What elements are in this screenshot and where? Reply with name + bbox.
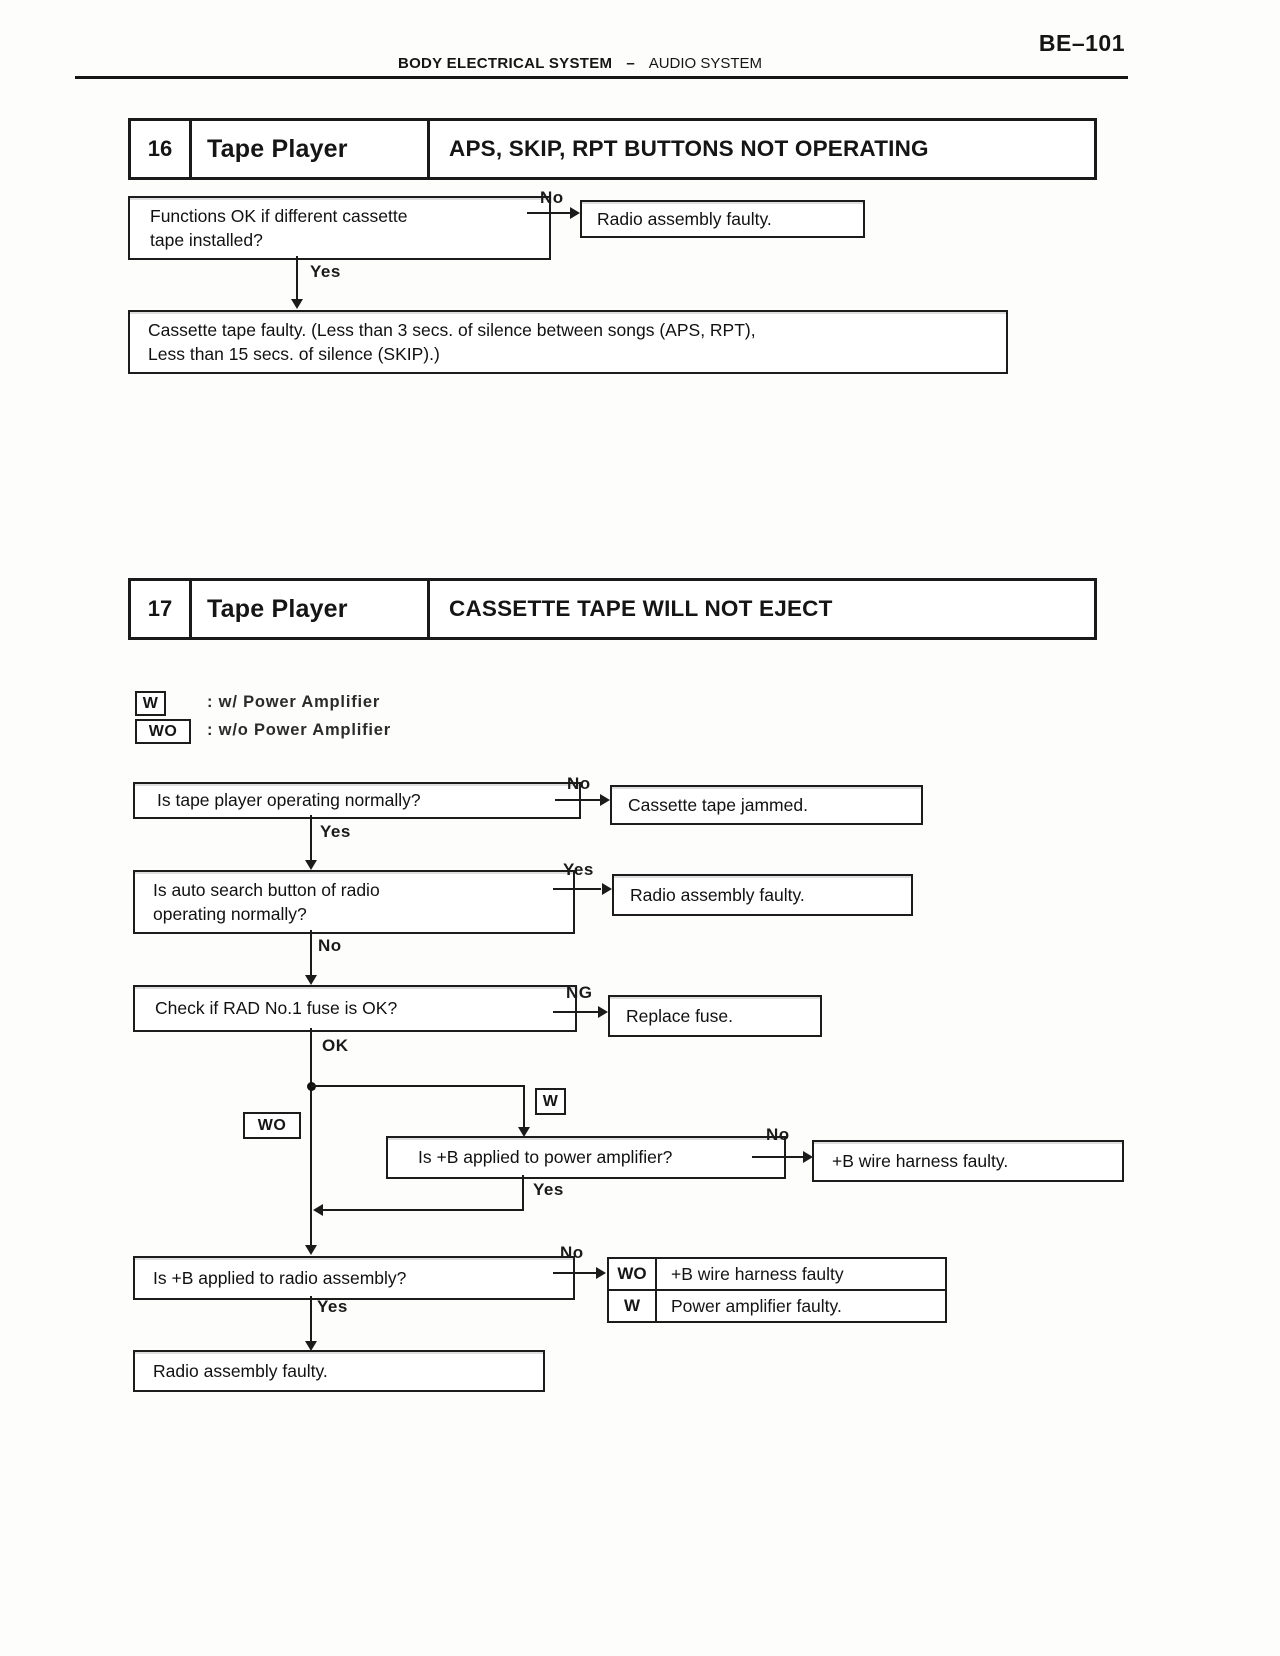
box-text: Radio assembly faulty. [153, 1360, 328, 1381]
connector-yes-return-vline [522, 1175, 524, 1211]
connector-no-line [310, 930, 312, 976]
section-16-problem: APS, SKIP, RPT BUTTONS NOT OPERATING [449, 136, 929, 161]
box-text-line: Functions OK if different cassette [150, 206, 408, 226]
box-text: Radio assembly faulty. [630, 884, 805, 905]
label-no: No [318, 936, 342, 955]
box-text-line: operating normally? [153, 904, 307, 924]
box-text [153, 878, 380, 926]
legend-wo-label: : w/o Power Amplifier [207, 721, 391, 739]
branch-wo-tag: WO [243, 1112, 301, 1139]
box-b-harness-faulty [812, 1140, 1124, 1182]
connector-yes-return-arrow [313, 1204, 323, 1216]
header-divider [189, 581, 192, 637]
page-header [300, 55, 860, 72]
connector-no-line [553, 1272, 597, 1274]
connector-w-branch-hline [311, 1085, 525, 1087]
box-b-radio-assembly [133, 1256, 575, 1300]
connector-w-branch-vline [523, 1086, 525, 1128]
box-text-line: Less than 15 secs. of silence (SKIP).) [148, 344, 440, 364]
box-text-line: tape installed? [150, 230, 263, 250]
label-no: No [766, 1125, 790, 1144]
section-17-header [128, 578, 1097, 640]
section-16-category: Tape Player [207, 134, 348, 163]
connector-yes-arrow [305, 860, 317, 870]
box-text-line: Is auto search button of radio [153, 880, 380, 900]
legend-w-label: : w/ Power Amplifier [207, 693, 381, 711]
box-b-power-amp [386, 1136, 786, 1179]
table-row-value: +B wire harness faulty [671, 1263, 844, 1284]
header-separator: – [626, 55, 635, 72]
header-divider [427, 581, 430, 637]
header-divider [189, 121, 192, 177]
label-no: No [560, 1243, 584, 1262]
label-yes: Yes [310, 262, 341, 281]
header-rule [75, 76, 1128, 79]
section-17-number: 17 [147, 596, 173, 621]
header-system-title: BODY ELECTRICAL SYSTEM [397, 55, 613, 72]
section-17-category: Tape Player [207, 594, 348, 623]
box-functions-ok [128, 196, 551, 260]
connector-no-arrow [570, 207, 580, 219]
label-yes: Yes [320, 822, 351, 841]
section-16-number: 16 [147, 136, 173, 161]
header-subsystem-title: AUDIO SYSTEM [648, 55, 763, 72]
label-no: No [540, 188, 564, 207]
legend-w-tag: W [135, 691, 166, 716]
table-row-key: W [609, 1291, 657, 1321]
box-cassette-tape-faulty [128, 310, 1008, 374]
connector-yes-line [553, 888, 601, 890]
box-radio-assembly-faulty-2 [612, 874, 913, 916]
box-replace-fuse [608, 995, 822, 1037]
section-17-problem: CASSETTE TAPE WILL NOT EJECT [449, 596, 833, 621]
header-divider [427, 121, 430, 177]
box-radio-assembly-faulty [580, 200, 865, 238]
connector-yes-line [310, 1296, 312, 1342]
label-ng: NG [566, 983, 593, 1002]
connector-no-line [527, 212, 571, 214]
label-yes: Yes [563, 860, 594, 879]
box-text [150, 204, 407, 252]
connector-no-arrow [305, 975, 317, 985]
table-row [609, 1289, 945, 1321]
table-row-key: WO [609, 1259, 657, 1289]
connector-ok-trunk-arrow [305, 1245, 317, 1255]
box-text-line: Cassette tape faulty. (Less than 3 secs. of silence between songs (APS, RPT), [148, 320, 756, 340]
connector-yes-arrow [291, 299, 303, 309]
box-radio-assembly-faulty-final [133, 1350, 545, 1392]
connector-ok-trunk-line [310, 1028, 312, 1246]
box-auto-search [133, 870, 575, 934]
box-text: Check if RAD No.1 fuse is OK? [155, 998, 398, 1018]
result-table [607, 1257, 947, 1323]
box-text: Radio assembly faulty. [597, 208, 772, 229]
box-text: Replace fuse. [626, 1005, 734, 1026]
box-rad-fuse [133, 985, 577, 1032]
legend-wo-tag: WO [135, 719, 191, 744]
label-yes: Yes [317, 1297, 348, 1316]
box-text: Is tape player operating normally? [157, 790, 421, 810]
table-row [609, 1259, 945, 1289]
label-no: No [567, 774, 591, 793]
label-yes: Yes [533, 1180, 564, 1199]
connector-yes-arrow [602, 883, 612, 895]
connector-no-line [752, 1156, 804, 1158]
box-text: +B wire harness faulty. [832, 1150, 1009, 1171]
box-text: Is +B applied to power amplifier? [418, 1147, 673, 1167]
box-text: Cassette tape jammed. [628, 794, 808, 815]
branch-w-tag: W [535, 1088, 566, 1115]
connector-yes-line [296, 256, 298, 300]
page-number: BE–101 [1038, 30, 1125, 56]
connector-no-line [555, 799, 601, 801]
box-tape-player-operating [133, 782, 581, 819]
connector-yes-return-hline [322, 1209, 524, 1211]
section-16-header [128, 118, 1097, 180]
box-text [148, 318, 756, 366]
connector-no-arrow [596, 1267, 606, 1279]
box-text: Is +B applied to radio assembly? [153, 1267, 407, 1288]
connector-ng-line [553, 1011, 599, 1013]
box-cassette-jammed [610, 785, 923, 825]
connector-yes-line [310, 815, 312, 861]
connector-ng-arrow [598, 1006, 608, 1018]
table-row-value: Power amplifier faulty. [671, 1295, 842, 1316]
label-ok: OK [322, 1036, 349, 1055]
connector-no-arrow [600, 794, 610, 806]
